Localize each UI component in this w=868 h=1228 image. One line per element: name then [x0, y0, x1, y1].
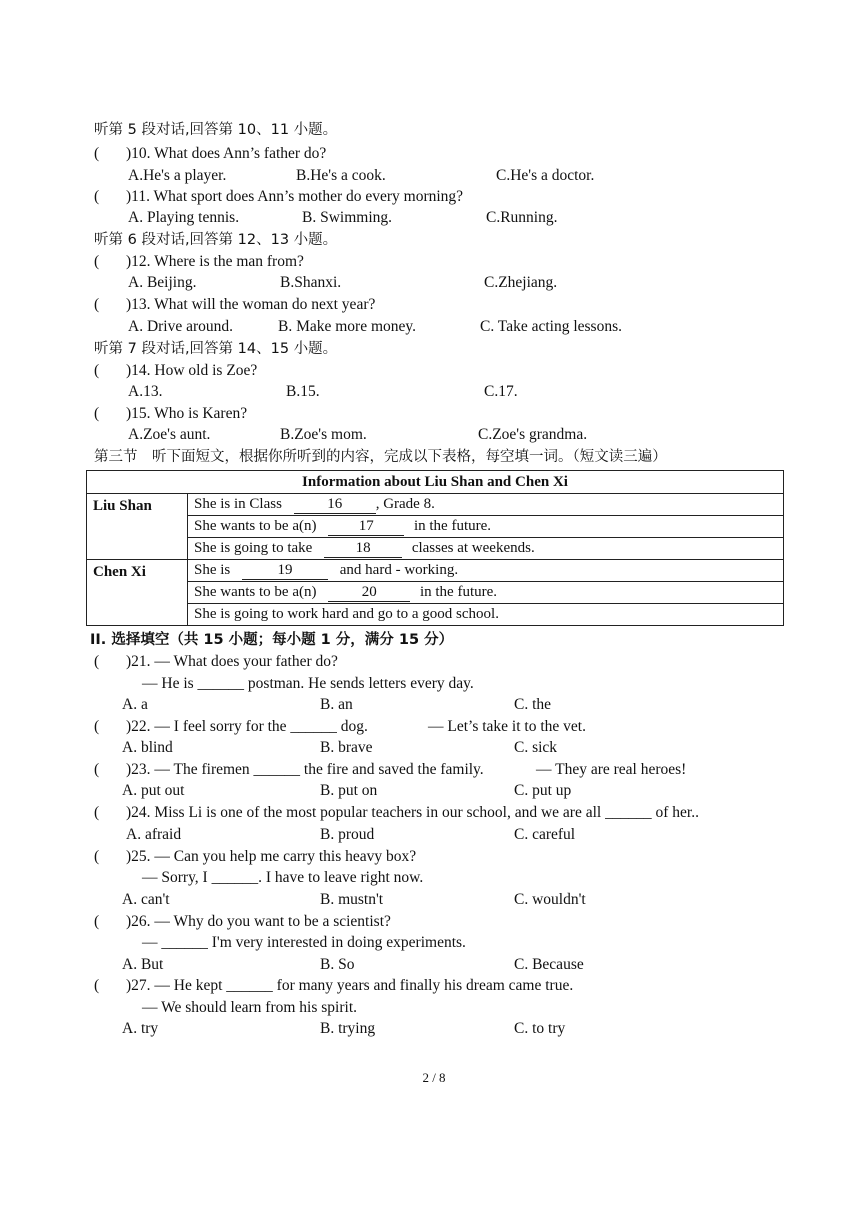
question-10-stem: )10. What does Ann’s father do? [126, 145, 327, 162]
row-text: classes at weekends. [411, 540, 535, 556]
question-27-line2: — We should learn from his spirit. [142, 999, 358, 1016]
row-text: and hard - working. [339, 562, 459, 578]
row-text: in the future. [413, 518, 492, 534]
answer-paren[interactable]: ( [94, 848, 100, 865]
blank-16[interactable]: 16 [294, 495, 376, 514]
question-15-stem: )15. Who is Karen? [126, 405, 248, 422]
question-12-stem: )12. Where is the man from? [126, 253, 304, 270]
answer-paren[interactable]: ( [94, 977, 100, 994]
table-row [188, 538, 784, 560]
table-row [188, 516, 784, 538]
row-text: She wants to be a(n) [194, 518, 317, 534]
question-13-stem: )13. What will the woman do next year? [126, 296, 376, 313]
q24-option-c: C. careful [514, 826, 576, 843]
question-27-stem: )27. — He kept ______ for many years and finally his dream came true. [126, 977, 574, 994]
answer-paren[interactable]: ( [94, 653, 100, 670]
q24-option-b: B. proud [320, 826, 375, 843]
table-title: Information about Liu Shan and Chen Xi [87, 471, 784, 494]
q26-option-c: C. Because [514, 956, 584, 973]
section-heading-part2: II. 选择填空（共 15 小题；每小题 1 分，满分 15 分） [90, 632, 454, 648]
section-heading-7: 听第 7 段对话,回答第 14、15 小题。 [94, 341, 338, 357]
answer-paren[interactable]: ( [94, 362, 100, 379]
q25-option-a: A. can't [122, 891, 170, 908]
answer-paren[interactable]: ( [94, 761, 100, 778]
question-26-line2: — ______ I'm very interested in doing experiments. [142, 934, 466, 951]
question-11-stem: )11. What sport does Ann’s mother do every morning? [126, 188, 464, 205]
q13-option-c: C. Take acting lessons. [480, 318, 622, 335]
answer-paren[interactable]: ( [94, 405, 100, 422]
question-21-line2: — He is ______ postman. He sends letters every day. [142, 675, 474, 692]
table-row [188, 560, 784, 582]
question-26-stem: )26. — Why do you want to be a scientist? [126, 913, 391, 930]
q22-option-c: C. sick [514, 739, 558, 756]
blank-17[interactable]: 17 [328, 517, 404, 536]
q25-option-b: B. mustn't [320, 891, 384, 908]
answer-paren[interactable]: ( [94, 253, 100, 270]
row-text: She is going to take [194, 540, 313, 556]
row-text: She is in Class [194, 496, 282, 512]
q26-option-b: B. So [320, 956, 355, 973]
answer-paren[interactable]: ( [94, 296, 100, 313]
answer-paren[interactable]: ( [94, 145, 100, 162]
q11-option-a: A. Playing tennis. [128, 209, 240, 226]
blank-18[interactable]: 18 [324, 539, 402, 558]
q11-option-b: B. Swimming. [302, 209, 393, 226]
question-22-reply: — Let’s take it to the vet. [428, 718, 586, 735]
question-14-stem: )14. How old is Zoe? [126, 362, 258, 379]
q22-option-b: B. brave [320, 739, 373, 756]
q15-option-a: A.Zoe's aunt. [128, 426, 211, 443]
row-text: She wants to be a(n) [194, 584, 317, 600]
row-header-chen-xi: Chen Xi [87, 560, 188, 626]
q24-option-a: A. afraid [126, 826, 182, 843]
question-25-stem: )25. — Can you help me carry this heavy box? [126, 848, 417, 865]
answer-paren[interactable]: ( [94, 188, 100, 205]
row-header-liu-shan: Liu Shan [87, 494, 188, 560]
q21-option-c: C. the [514, 696, 552, 713]
q21-option-b: B. an [320, 696, 353, 713]
answer-paren[interactable]: ( [94, 718, 100, 735]
answer-paren[interactable]: ( [94, 913, 100, 930]
question-24-stem: )24. Miss Li is one of the most popular teachers in our school, and we are all ______ of her.. [126, 804, 699, 821]
question-23-stem: )23. — The firemen ______ the fire and saved the family. [126, 761, 484, 778]
section-heading-5: 听第 5 段对话,回答第 10、11 小题。 [94, 122, 338, 138]
table-row: She is going to work hard and go to a good school. [188, 604, 784, 626]
q14-option-c: C.17. [484, 383, 518, 400]
q14-option-a: A.13. [128, 383, 163, 400]
q27-option-b: B. trying [320, 1020, 376, 1037]
row-text: , Grade 8. [375, 496, 435, 512]
page-number: 2 / 8 [422, 1070, 446, 1085]
q21-option-a: A. a [122, 696, 148, 713]
question-21-stem: )21. — What does your father do? [126, 653, 338, 670]
q15-option-c: C.Zoe's grandma. [478, 426, 588, 443]
table-row [188, 582, 784, 604]
q12-option-b: B.Shanxi. [280, 274, 342, 291]
q27-option-c: C. to try [514, 1020, 566, 1037]
q10-option-a: A.He's a player. [128, 167, 227, 184]
q15-option-b: B.Zoe's mom. [280, 426, 367, 443]
blank-20[interactable]: 20 [328, 583, 410, 602]
question-25-line2: — Sorry, I ______. I have to leave right now. [142, 869, 424, 886]
question-22-stem: )22. — I feel sorry for the ______ dog. [126, 718, 368, 735]
section-heading-6: 听第 6 段对话,回答第 12、13 小题。 [94, 232, 338, 248]
q25-option-c: C. wouldn't [514, 891, 586, 908]
q12-option-c: C.Zhejiang. [484, 274, 558, 291]
section-heading-part3: 第三节 听下面短文，根据你所听到的内容，完成以下表格，每空填一词。（短文读三遍） [94, 449, 667, 465]
q10-option-c: C.He's a doctor. [496, 167, 595, 184]
row-text: She is [194, 562, 231, 578]
q22-option-a: A. blind [122, 739, 173, 756]
blank-19[interactable]: 19 [242, 561, 328, 580]
q27-option-a: A. try [122, 1020, 159, 1037]
answer-paren[interactable]: ( [94, 804, 100, 821]
q26-option-a: A. But [122, 956, 164, 973]
info-table [86, 470, 784, 626]
q13-option-a: A. Drive around. [128, 318, 234, 335]
q12-option-a: A. Beijing. [128, 274, 197, 291]
row-text: in the future. [419, 584, 498, 600]
question-23-reply: — They are real heroes! [536, 761, 687, 778]
q23-option-c: C. put up [514, 782, 572, 799]
q14-option-b: B.15. [286, 383, 320, 400]
q10-option-b: B.He's a cook. [296, 167, 386, 184]
q13-option-b: B. Make more money. [278, 318, 417, 335]
q23-option-a: A. put out [122, 782, 185, 799]
q23-option-b: B. put on [320, 782, 378, 799]
table-row [188, 494, 784, 516]
q11-option-c: C.Running. [486, 209, 558, 226]
